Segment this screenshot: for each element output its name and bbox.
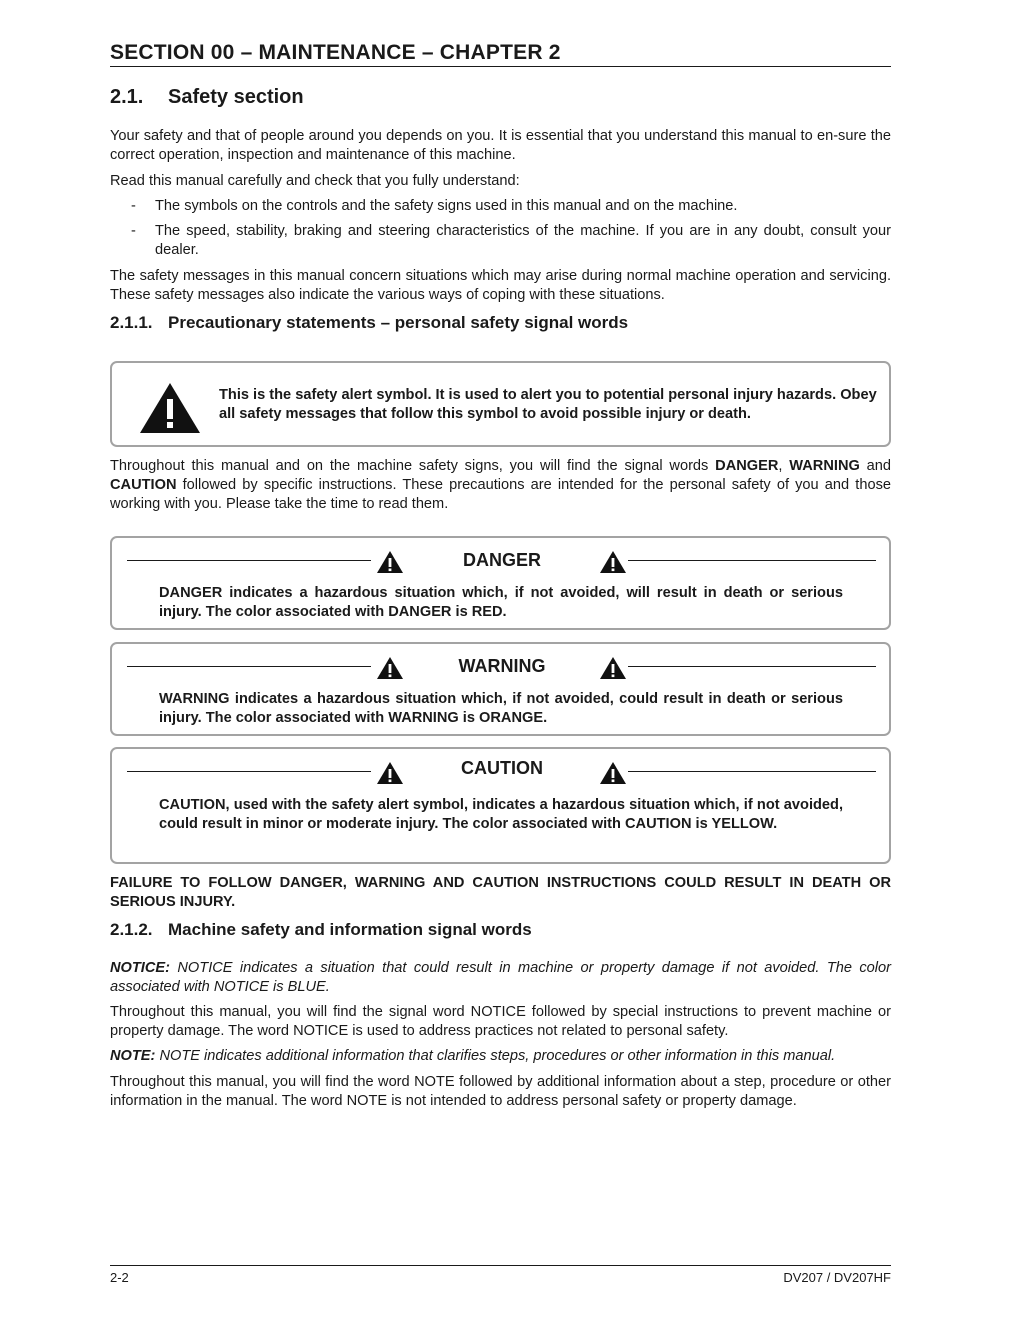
list-dash: - [131,223,136,239]
warning-text: WARNING indicates a hazardous situation which, if not avoided, could result in death or serious injury. The color associated with WARNING is ORANGE. [159,691,843,726]
heading-2-1 [110,86,304,109]
list-item-text: The symbols on the controls and the safety signs used in this manual and on the machine. [155,198,738,214]
danger-title: DANGER [462,550,541,570]
signal-para-comma: , [778,458,790,474]
caution-box [110,747,891,864]
heading-title: Precautionary statements – personal safety signal words [168,313,629,332]
notice-label: NOTICE: [110,960,170,976]
signal-word-danger: DANGER [715,458,779,474]
warning-triangle-icon [599,550,627,574]
model-name: DV207 / DV207HF [783,1270,891,1285]
heading-2-1-1 [110,313,628,333]
heading-number: 2.1.2. [110,920,153,939]
notice-definition [110,959,891,997]
caution-title: CAUTION [461,758,543,778]
note-paragraph: Throughout this manual, you will find the word NOTE followed by additional information about a step, procedure or other information in the manual. The word NOTE is not intended to address personal safety or property damage. [110,1074,891,1109]
divider-line [127,666,371,667]
divider-line [628,560,876,561]
divider-line [628,666,876,667]
heading-number: 2.1.1. [110,313,153,332]
warning-triangle-icon [376,656,404,680]
note-text: NOTE indicates additional information that clarifies steps, procedures or other information in this manual. [155,1048,836,1064]
read-manual-paragraph: Read this manual carefully and check that you fully understand: [110,173,520,189]
note-definition [110,1047,891,1066]
signal-word-warning: WARNING [789,458,860,474]
list-item-text: The speed, stability, braking and steering characteristics of the machine. If you are in any doubt, consult your dealer. [155,223,891,258]
warning-triangle-icon [376,550,404,574]
signal-words-paragraph [110,457,891,514]
list-dash: - [131,198,136,214]
page-number: 2-2 [110,1270,129,1285]
warning-triangle-icon [376,761,404,785]
safety-alert-icon [139,382,201,434]
safety-messages-paragraph: The safety messages in this manual concern situations which may arise during normal machine operation and servicing. These safety messages also indicate the various ways of coping with these situations. [110,268,891,303]
signal-para-pre: Throughout this manual and on the machine safety signs, you will find the signal words [110,458,716,474]
notice-text: NOTICE indicates a situation that could result in machine or property damage if not avoided. The color associated with NOTICE is BLUE. [110,960,891,995]
heading-title: Safety section [168,86,304,108]
heading-title: Machine safety and information signal words [168,920,532,939]
warning-triangle-icon [599,761,627,785]
divider-line [127,560,371,561]
safety-alert-text: This is the safety alert symbol. It is used to alert you to potential personal injury hazards. Obey all safety messages that follow this symbol to avoid possible injury or death. [219,387,877,422]
warning-box [110,642,891,736]
signal-para-post: followed by specific instructions. These precautions are intended for the personal safety of you and those working with you. Please take the time to read them. [110,477,891,512]
footer-divider [110,1265,891,1266]
signal-word-caution: CAUTION [110,477,177,493]
intro-paragraph: Your safety and that of people around you depends on you. It is essential that you understand this manual to en-sure the correct operation, inspection and maintenance of this machine. [110,128,891,163]
signal-para-and: and [859,458,892,474]
warning-title: WARNING [458,656,546,676]
heading-number: 2.1. [110,86,144,108]
danger-box [110,536,891,630]
section-header: SECTION 00 – MAINTENANCE – CHAPTER 2 [110,40,891,67]
failure-warning-text: FAILURE TO FOLLOW DANGER, WARNING AND CAUTION INSTRUCTIONS COULD RESULT IN DEATH OR SERIOUS INJURY. [110,875,891,910]
safety-alert-box [110,361,891,447]
divider-line [127,771,371,772]
warning-triangle-icon [599,656,627,680]
notice-paragraph: Throughout this manual, you will find the signal word NOTICE followed by special instructions to prevent machine or property damage. The word NOTICE is used to address practices not related to personal safety. [110,1004,891,1039]
caution-text: CAUTION, used with the safety alert symbol, indicates a hazardous situation which, if not avoided, could result in minor or moderate injury. The color associated with CAUTION is YELLOW. [159,797,843,832]
divider-line [628,771,876,772]
heading-2-1-2 [110,920,532,940]
note-label: NOTE: [110,1048,156,1064]
danger-text: DANGER indicates a hazardous situation which, if not avoided, will result in death or serious injury. The color associated with DANGER is RED. [159,585,843,620]
